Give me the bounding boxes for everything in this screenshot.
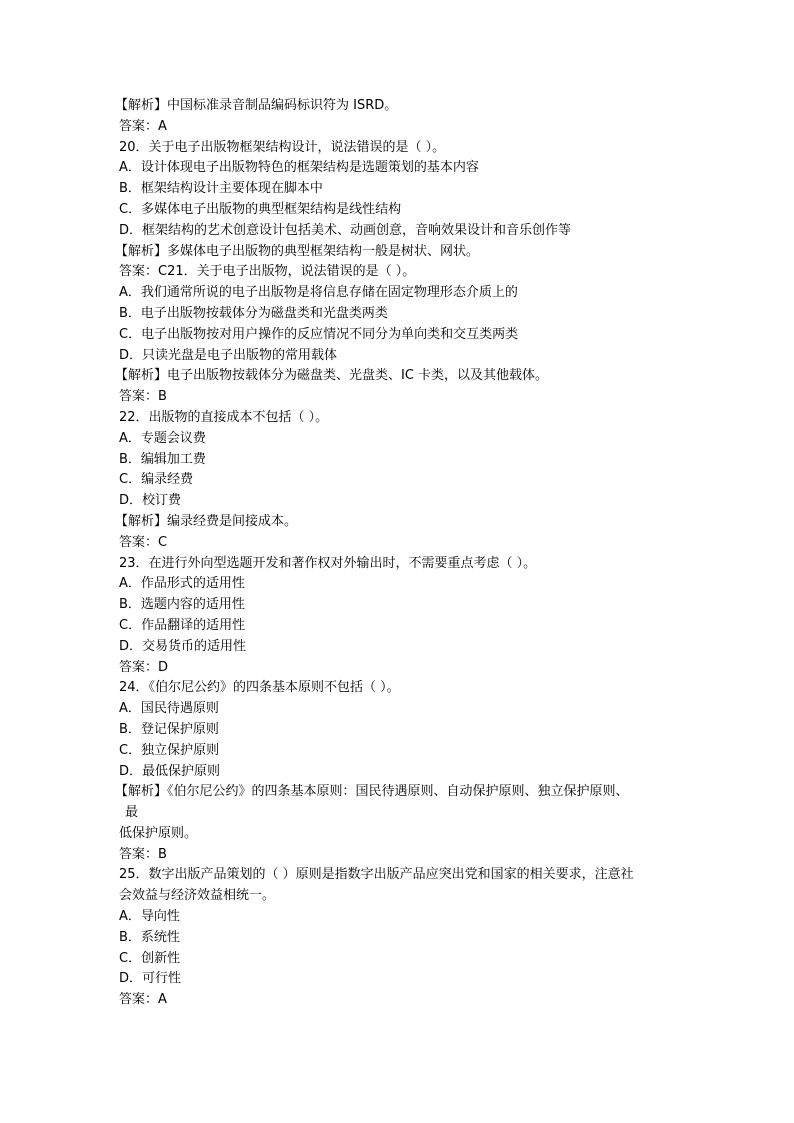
question-22: 22．出版物的直接成本不包括（ ）。 — [119, 409, 329, 425]
option-line: C．独立保护原则 — [119, 742, 220, 758]
option-line: B．系统性 — [119, 929, 180, 945]
analysis-line: 【解析】电子出版物按载体分为磁盘类、光盘类、IC 卡类，以及其他载体。 — [115, 368, 549, 384]
option-line: D．只读光盘是电子出版物的常用载体 — [119, 347, 338, 363]
option-line: D．校订费 — [119, 493, 182, 509]
option-line: C．电子出版物按对用户操作的反应情况不同分为单向类和交互类两类 — [119, 326, 519, 342]
option-line: B．选题内容的适用性 — [119, 597, 245, 613]
answer-line: 答案：C — [119, 534, 168, 550]
option-line: C．作品翻译的适用性 — [119, 617, 246, 633]
option-line: A．设计体现电子出版物特色的框架结构是选题策划的基本内容 — [119, 160, 479, 176]
question-20: 20．关于电子出版物框架结构设计，说法错误的是（ ）。 — [119, 139, 446, 155]
answer-line: 答案：A — [119, 992, 167, 1008]
analysis-line: 【解析】《伯尔尼公约》的四条基本原则：国民待遇原则、自动保护原则、独立保护原则、 — [115, 784, 629, 800]
question-24: 24．《伯尔尼公约》的四条基本原则不包括（ ）。 — [119, 680, 400, 696]
option-line: A．国民待遇原则 — [119, 701, 219, 717]
option-line: D．交易货币的适用性 — [119, 638, 247, 654]
option-line: A．导向性 — [119, 909, 180, 925]
question-25: 25．数字出版产品策划的（ ）原则是指数字出版产品应突出党和国家的相关要求，注意社 — [119, 867, 634, 883]
document-page — [115, 96, 689, 1011]
option-line: C．创新性 — [119, 950, 181, 966]
answer-line: 答案：B — [119, 389, 167, 405]
answer-line: 答案：A — [119, 118, 167, 134]
option-line: C．编录经费 — [119, 472, 194, 488]
option-line: C．多媒体电子出版物的典型框架结构是线性结构 — [119, 201, 402, 217]
option-line: B．登记保护原则 — [119, 721, 219, 737]
answer-and-question-21: 答案：C21．关于电子出版物，说法错误的是（ ）。 — [119, 264, 416, 280]
option-line: D．可行性 — [119, 971, 182, 987]
option-line: D．最低保护原则 — [119, 763, 221, 779]
option-line: A．我们通常所说的电子出版物是将信息存储在固定物理形态介质上的 — [119, 285, 518, 301]
answer-line: 答案：D — [119, 659, 169, 675]
option-line: B．框架结构设计主要体现在脚本中 — [119, 181, 323, 197]
answer-line: 答案：B — [119, 846, 167, 862]
continuation-line: 最 — [125, 805, 139, 821]
option-line: B．编辑加工费 — [119, 451, 206, 467]
analysis-line: 【解析】编录经费是间接成本。 — [115, 513, 298, 529]
question-23: 23．在进行外向型选题开发和著作权对外输出时，不需要重点考虑（ ）。 — [119, 555, 537, 571]
continuation-line: 会效益与经济效益相统一。 — [119, 888, 276, 904]
option-line: A．作品形式的适用性 — [119, 576, 245, 592]
option-line: B．电子出版物按载体分为磁盘类和光盘类两类 — [119, 305, 388, 321]
analysis-line: 【解析】中国标准录音制品编码标识符为 ISRD。 — [115, 98, 398, 113]
analysis-line: 【解析】多媒体电子出版物的典型框架结构一般是树状、网状。 — [115, 243, 480, 259]
continuation-line: 低保护原则。 — [119, 825, 198, 841]
option-line: D．框架结构的艺术创意设计包括美术、动画创意，音响效果设计和音乐创作等 — [119, 222, 572, 238]
option-line: A．专题会议费 — [119, 430, 206, 446]
